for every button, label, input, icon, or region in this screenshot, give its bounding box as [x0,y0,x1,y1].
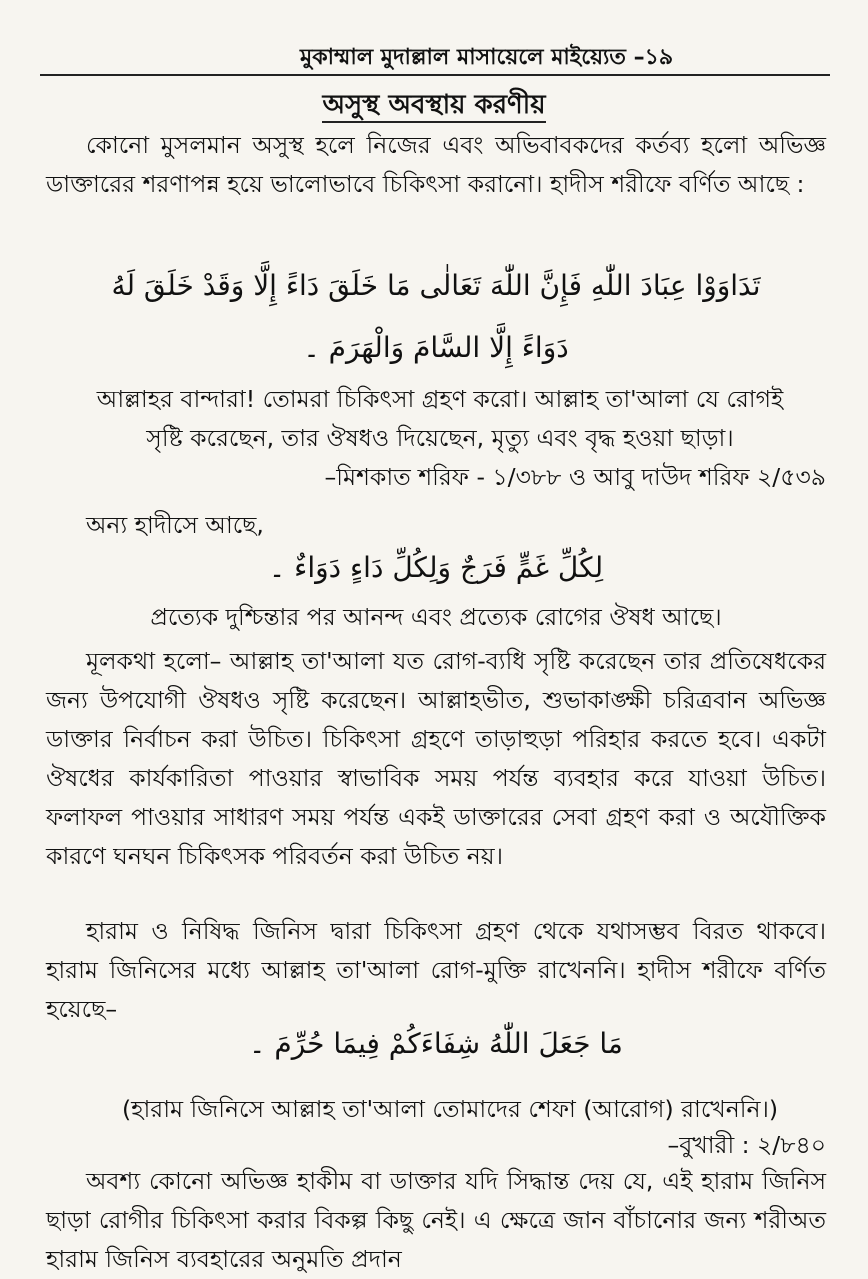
paragraph-other-hadith: অন্য হাদীসে আছে, [86,511,264,539]
arabic-hadith-1-line-2: دَوَاءً إِلَّا السَّامَ وَالْهَرَمَ ۔ [303,331,569,364]
arabic-hadith-3: مَا جَعَلَ اللّٰهُ شِفَاءَكُمْ فِيمَا حُرِّمَ ۔ [249,1027,623,1060]
paragraph-intro: কোনো মুসলমান অসুস্থ হলে নিজের এবং অভিবাবকদের কর্তব্য হলো অভিজ্ঞ ডাক্তারের শরণাপন্ন হয়ে ভালোভাবে চিকিৎসা করানো। হাদীস শরীফে বর্ণিত আছে : [46,131,826,198]
section-title [0,88,868,122]
translation-2: প্রত্যেক দুশ্চিন্তার পর আনন্দ এবং প্রত্যেক রোগের ঔষধ আছে। [150,603,722,631]
arabic-hadith-2: لِكُلِّ غَمٍّ فَرَجٌ وَلِكُلِّ دَاءٍ دَوَاءٌ ۔ [268,551,604,584]
section-title-text: অসুস্থ অবস্থায় করণীয় [322,90,545,123]
reference-3: –বুখারী : ২/৮৪০ [667,1131,826,1159]
paragraph-haram: হারাম ও নিষিদ্ধ জিনিস দ্বারা চিকিৎসা গ্রহণ থেকে যথাসম্ভব বিরত থাকবে। হারাম জিনিসের মধ্যে আল্লাহ তা'আলা রোগ-মুক্তি রাখেননি। হাদীস শরীফে বর্ণিত হয়েছে– [46,917,826,1023]
translation-3: (হারাম জিনিসে আল্লাহ তা'আলা তোমাদের শেফা (আরোগ) রাখেননি।) [121,1095,779,1123]
arabic-hadith-1-line-1: تَدَاوَوْا عِبَادَ اللّٰهِ فَإِنَّ اللّٰهَ تَعَالٰى مَا خَلَقَ دَاءً إِلَّا وَقَدْ خَلَقَ لَهُ [111,269,761,302]
paragraph-exception: অবশ্য কোনো অভিজ্ঞ হাকীম বা ডাক্তার যদি সিদ্ধান্ত দেয় যে, এই হারাম জিনিস ছাড়া রোগীর চিকিৎসা করার বিকল্প কিছু নেই। এ ক্ষেত্রে জান বাঁচানোর জন্য শরীঅত হারাম জিনিস ব্যবহারের অনুমতি প্রদান [46,1167,826,1273]
running-header: মুকাম্মাল মুদাল্লাল মাসায়েলে মাইয়্যেত –১৯ [300,45,674,70]
translation-1: আল্লাহর বান্দারা! তোমরা চিকিৎসা গ্রহণ করো। আল্লাহ তা'আলা যে রোগই সৃষ্টি করেছেন, তার ঔষধও দিয়েছেন, মৃত্যু এবং বৃদ্ধ হওয়া ছাড়া। [96,385,784,452]
reference-1: –মিশকাত শরিফ - ১/৩৮৮ ও আবু দাউদ শরিফ ২/৫৩৯ [324,463,826,491]
paragraph-summary: মূলকথা হলো– আল্লাহ তা'আলা যত রোগ-ব্যধি সৃষ্টি করেছেন তার প্রতিষেধকের জন্য উপযোগী ঔষধও সৃষ্টি করেছেন। আল্লাহভীত, শুভাকাঙ্ক্ষী চরিত্রবান অভিজ্ঞ ডাক্তার নির্বাচন করা উচিত। চিকিৎসা গ্রহণে তাড়াহুড়া পরিহার করতে হবে। একটা ঔষধের কার্যকারিতা পাওয়ার স্বাভাবিক সময় পর্যন্ত ব্যবহার করে যাওয়া উচিত। ফলাফল পাওয়ার সাধারণ সময় পর্যন্ত একই ডাক্তারের সেবা গ্রহণ করা ও অযৌক্তিক কারণে ঘনঘন চিকিৎসক পরিবর্তন করা উচিত নয়। [46,647,826,870]
header-rule [40,74,830,76]
